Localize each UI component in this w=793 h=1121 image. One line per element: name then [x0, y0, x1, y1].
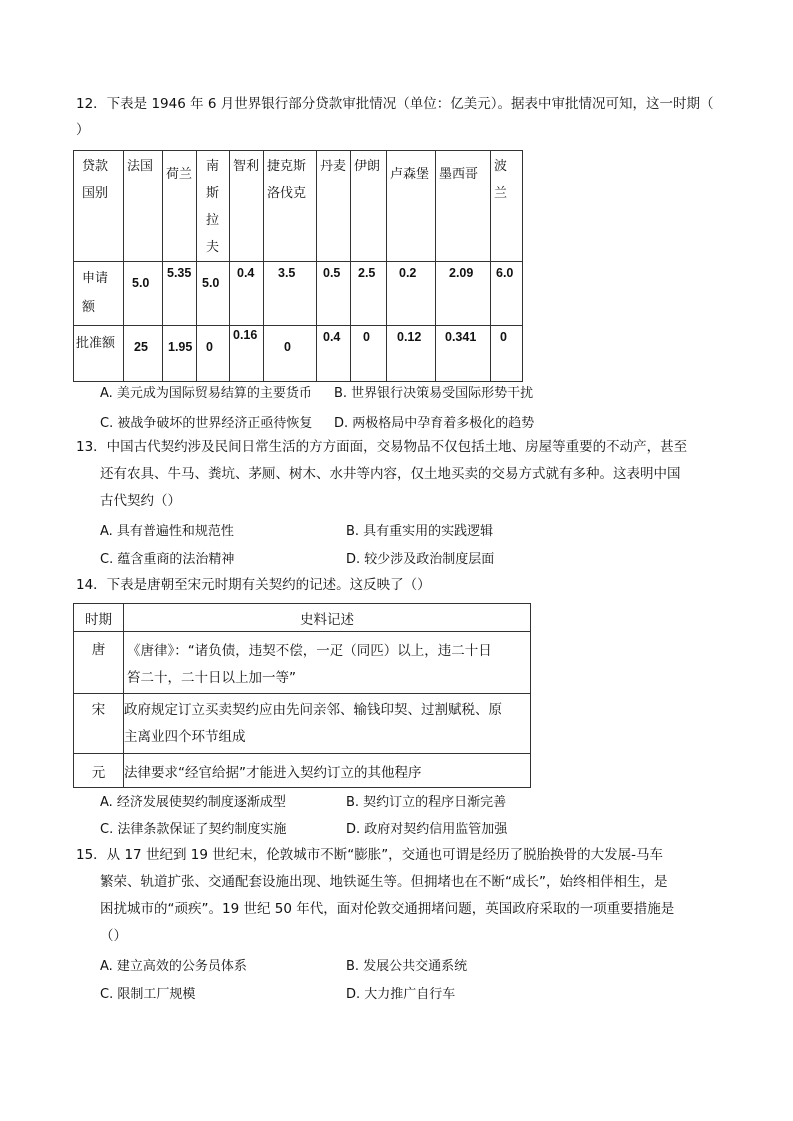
table-row-header-applied: 申请额: [74, 262, 124, 326]
q13-stem-line1: 13．中国古代契约涉及民间日常生活的方方面面，交易物品不仅包括土地、房屋等重要的不动产，甚至: [76, 439, 688, 455]
q12-loan-table: [73, 150, 523, 382]
table-cell-country: 南斯拉夫: [197, 151, 230, 262]
q15-option-a[interactable]: A. 建立高效的公务员体系: [100, 959, 247, 974]
table-cell-record: 政府规定订立买卖契约应由先问亲邻、输钱印契、过割赋税、原 主离业四个环节组成: [124, 694, 531, 754]
q15-stem-line1: 15．从 17 世纪到 19 世纪末，伦敦城市不断“膨胀”，交通也可谓是经历了脱胎换骨的大发展-马车: [76, 847, 664, 863]
table-row: [74, 754, 531, 788]
q14-option-b[interactable]: B. 契约订立的程序日渐完善: [346, 795, 507, 810]
table-cell-country: 智利: [230, 151, 264, 262]
table-cell-approved: 0.16: [230, 326, 264, 382]
table-cell-country: 卢森堡: [387, 151, 436, 262]
q14-stem: 14．下表是唐朝至宋元时期有关契约的记述。这反映了（）: [76, 577, 431, 593]
table-cell-approved: 0: [197, 326, 230, 382]
table-cell-period: 唐: [74, 632, 124, 694]
q13-option-d[interactable]: D. 较少涉及政治制度层面: [346, 552, 495, 567]
q13-option-a[interactable]: A. 具有普遍性和规范性: [100, 524, 234, 539]
q15-option-b[interactable]: B. 发展公共交通系统: [346, 959, 468, 974]
table-cell-approved: 0: [264, 326, 317, 382]
table-cell-country: 荷兰: [163, 151, 197, 262]
q13-stem-line3: 古代契约（）: [100, 493, 181, 509]
q15-stem-line3: 困扰城市的“顽疾”。19 世纪 50 年代，面对伦敦交通拥堵问题，英国政府采取的一项重要措施是: [100, 901, 675, 917]
table-cell-record: 《唐律》：“诸负债，违契不偿，一疋（同匹）以上，违二十日 笞二十，二十日以上加一等”: [124, 632, 531, 694]
table-row-header-country: 贷款国别: [74, 151, 124, 262]
q14-option-d[interactable]: D. 政府对契约信用监管加强: [346, 822, 508, 837]
table-cell-applied: 5.35: [163, 262, 197, 326]
table-cell-approved: 0.4: [317, 326, 351, 382]
table-cell-applied: 0.4: [230, 262, 264, 326]
q15-option-d[interactable]: D. 大力推广自行车: [346, 987, 456, 1002]
q15-stem-line2: 繁荣、轨道扩张、交通配套设施出现、地铁诞生等。但拥堵也在不断“成长”，始终相伴相生，是: [100, 874, 668, 890]
table-cell-approved: 0: [491, 326, 523, 382]
table-cell-approved: 25: [124, 326, 163, 382]
q12-option-c[interactable]: C. 被战争破坏的世界经济正亟待恢复: [100, 416, 313, 431]
table-row-header-approved: 批准额: [74, 326, 124, 382]
table-row: [74, 694, 531, 754]
table-cell-applied: 0.5: [317, 262, 351, 326]
table-cell-approved: 0.12: [387, 326, 436, 382]
table-cell-approved: 0: [351, 326, 387, 382]
q15-stem-line4: （）: [100, 928, 127, 944]
q15-option-c[interactable]: C. 限制工厂规模: [100, 987, 196, 1002]
table-header-period: 时期: [74, 604, 124, 632]
table-cell-applied: 3.5: [264, 262, 317, 326]
table-cell-applied: 2.5: [351, 262, 387, 326]
table-header-record: 史料记述: [124, 604, 531, 632]
table-cell-applied: 2.09: [436, 262, 491, 326]
table-cell-applied: 5.0: [124, 262, 163, 326]
table-cell-approved: 1.95: [163, 326, 197, 382]
q13-option-b[interactable]: B. 具有重实用的实践逻辑: [346, 524, 494, 539]
table-cell-applied: 0.2: [387, 262, 436, 326]
table-cell-country: 墨西哥: [436, 151, 491, 262]
table-row: [74, 632, 531, 694]
q14-option-a[interactable]: A. 经济发展使契约制度逐渐成型: [100, 795, 286, 810]
table-cell-country: 伊朗: [351, 151, 387, 262]
q13-stem-line2: 还有农具、牛马、粪坑、茅厕、树木、水井等内容，仅土地买卖的交易方式就有多种。这表明中国: [100, 466, 681, 482]
q14-option-c[interactable]: C. 法律条款保证了契约制度实施: [100, 822, 287, 837]
table-cell-applied: 5.0: [197, 262, 230, 326]
table-cell-country: 波兰: [491, 151, 523, 262]
table-cell-country: 法国: [124, 151, 163, 262]
q12-option-b[interactable]: B. 世界银行决策易受国际形势干扰: [334, 386, 534, 401]
table-cell-country: 丹麦: [317, 151, 351, 262]
table-cell-period: 宋: [74, 694, 124, 754]
q12-stem-line2: ）: [76, 122, 90, 138]
table-cell-approved: 0.341: [436, 326, 491, 382]
table-cell-applied: 6.0: [491, 262, 523, 326]
q13-option-c[interactable]: C. 蕴含重商的法治精神: [100, 552, 235, 567]
q12-option-a[interactable]: A. 美元成为国际贸易结算的主要货币: [100, 386, 312, 401]
q12-option-d[interactable]: D. 两极格局中孕育着多极化的趋势: [334, 416, 535, 431]
table-cell-record: 法律要求“经官给据”才能进入契约订立的其他程序: [124, 754, 531, 788]
q14-record-table: [73, 603, 531, 788]
table-cell-country: 捷克斯洛伐克: [264, 151, 317, 262]
q12-stem-line1: 12．下表是 1946 年 6 月世界银行部分贷款审批情况（单位：亿美元）。据表中审批情况可知，这一时期（: [76, 96, 714, 112]
table-cell-period: 元: [74, 754, 124, 788]
